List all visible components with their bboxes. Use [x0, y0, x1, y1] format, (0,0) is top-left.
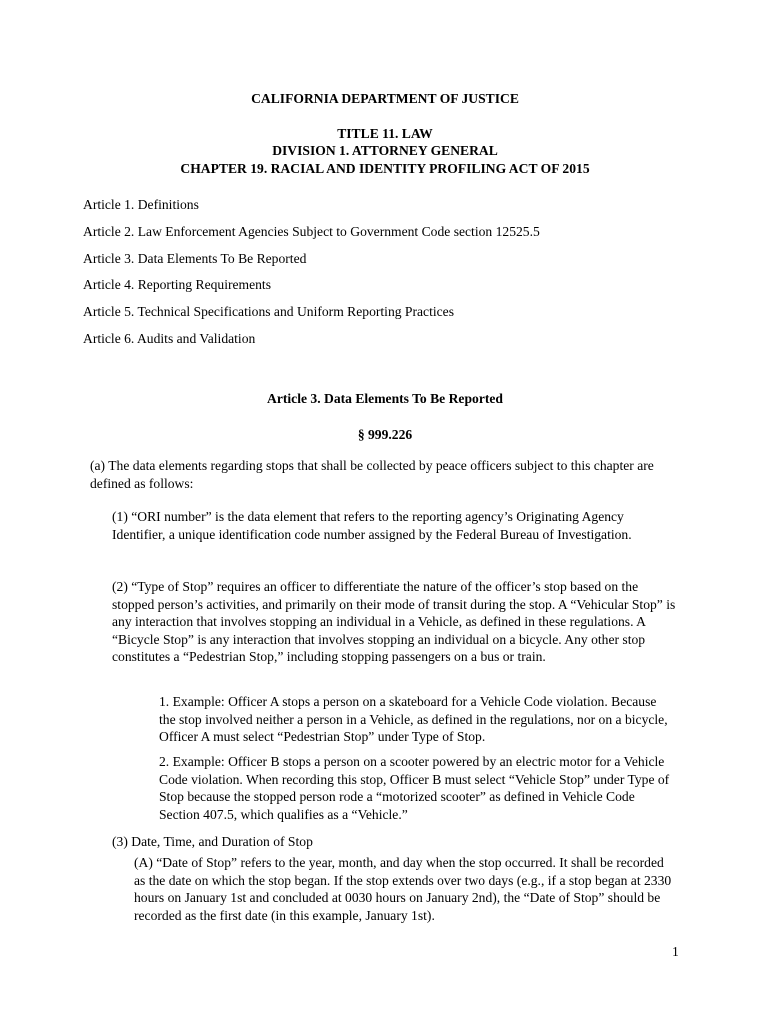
toc-item: Article 6. Audits and Validation [83, 331, 256, 346]
page-number: 1 [672, 944, 679, 959]
division-heading: DIVISION 1. ATTORNEY GENERAL [272, 143, 498, 158]
example-2: 2. Example: Officer B stops a person on a scooter powered by an electric motor for a Vehicle Code violation. When recording this stop, Officer B must select “Vehicle Stop” under Type of Stop because the stopped person rode a “motorized scooter” as defined in Vehicle Code Section 407.5, which qualifies as a “Vehicle.” [159, 754, 670, 822]
item-date-of-stop: (A) “Date of Stop” refers to the year, month, and day when the stop occurred. It shall be recorded as the date on which the stop began. If the stop extends over two days (e.g., if a stop began at 2330 hours on January 1st and concluded at 0030 hours on January 2nd), the “Date of Stop” should be recorded as the first date (in this example, January 1st). [134, 855, 672, 923]
title-heading: TITLE 11. LAW [337, 126, 433, 141]
item-ori-number: (1) “ORI number” is the data element that refers to the reporting agency’s Originating Agency Identifier, a unique identification code number assigned by the Federal Bureau of Investigation. [112, 509, 632, 542]
chapter-heading: CHAPTER 19. RACIAL AND IDENTITY PROFILING ACT OF 2015 [180, 161, 590, 176]
item-type-of-stop: (2) “Type of Stop” requires an officer to differentiate the nature of the officer’s stop based on the stopped person’s activities, and primarily on their mode of transit during the stop. A “Vehicular Stop” is any interaction that involves stopping an individual in a Vehicle, as defined in these regulations. A “Bicycle Stop” is any interaction that involves stopping an individual on a bicycle. Any other stop constitutes a “Pedestrian Stop,” including stopping passengers on a bus or train. [112, 579, 676, 664]
item-date-time-duration: (3) Date, Time, and Duration of Stop [112, 834, 313, 849]
toc-item: Article 1. Definitions [83, 197, 199, 212]
toc-item: Article 2. Law Enforcement Agencies Subject to Government Code section 12525.5 [83, 224, 540, 239]
department-heading: CALIFORNIA DEPARTMENT OF JUSTICE [251, 91, 519, 106]
toc-item: Article 5. Technical Specifications and Uniform Reporting Practices [83, 304, 454, 319]
toc-item: Article 3. Data Elements To Be Reported [83, 251, 307, 266]
intro-paragraph: (a) The data elements regarding stops that shall be collected by peace officers subject to this chapter are defined as follows: [90, 458, 654, 491]
toc-item: Article 4. Reporting Requirements [83, 277, 272, 292]
article-heading: Article 3. Data Elements To Be Reported [267, 391, 503, 406]
section-number: § 999.226 [357, 427, 413, 442]
example-1: 1. Example: Officer A stops a person on a skateboard for a Vehicle Code violation. Because the stop involved neither a person in a Vehicle, as defined in the regulations, nor on a bicycle, Officer A must select “Pedestrian Stop” under Type of Stop. [159, 694, 668, 744]
